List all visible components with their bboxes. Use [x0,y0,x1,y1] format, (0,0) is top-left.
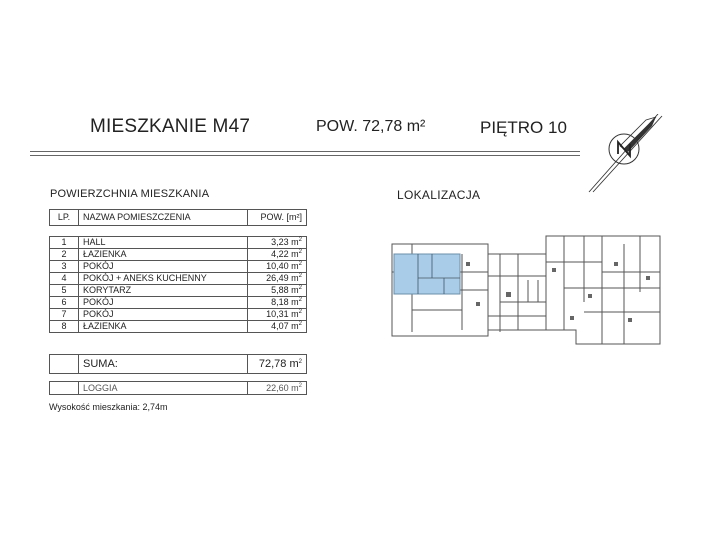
column-area: POW. [m²] [248,210,307,226]
room-name: POKÓJ [79,297,248,309]
room-name: POKÓJ [79,309,248,321]
room-row [50,273,307,285]
sum-label: SUMA: [79,355,248,374]
room-area: 5,88 [271,285,289,295]
room-area-cell [248,285,307,297]
apartment-location-highlight [394,254,460,294]
room-number: 5 [50,285,79,297]
rooms-heading: POWIERZCHNIA MIESZKANIA [50,188,210,200]
loggia-unit-exp: 2 [298,383,302,389]
loggia-label: LOGGIA [79,382,248,395]
room-unit-exp: 2 [298,285,302,291]
room-name: POKÓJ [79,261,248,273]
north-arrow-icon [584,114,664,194]
loggia-cell [248,382,307,395]
room-unit: m [291,321,299,331]
column-name: NAZWA POMIESZCZENIA [79,210,248,226]
room-row [50,309,307,321]
room-unit: m [291,297,299,307]
sum-spacer [50,355,79,374]
apartment-floor: PIĘTRO 10 [480,118,567,137]
room-area: 26,49 [266,273,289,283]
room-unit-exp: 2 [298,261,302,267]
room-unit: m [291,309,299,319]
room-number: 4 [50,273,79,285]
rooms-table-header [49,209,307,226]
room-area-cell [248,261,307,273]
room-number: 2 [50,249,79,261]
sum-unit: m [289,358,299,370]
room-unit: m [291,273,299,283]
loggia-area: 22,60 [266,383,289,393]
room-unit: m [291,285,299,295]
room-number: 8 [50,321,79,333]
room-unit-exp: 2 [298,237,302,243]
room-unit-exp: 2 [298,249,302,255]
room-name: KORYTARZ [79,285,248,297]
room-area-cell [248,297,307,309]
sum-table [49,354,307,374]
loggia-spacer [50,382,79,395]
location-heading: LOKALIZACJA [397,188,481,202]
room-row [50,249,307,261]
room-row [50,321,307,333]
room-name: ŁAZIENKA [79,249,248,261]
room-number: 3 [50,261,79,273]
room-name: POKÓJ + ANEKS KUCHENNY [79,273,248,285]
column-number: LP. [50,210,79,226]
room-area: 4,07 [271,321,289,331]
room-area-cell [248,237,307,249]
room-area-cell [248,249,307,261]
loggia-unit: m [291,383,299,393]
sum-cell [248,355,307,374]
apartment-title: MIESZKANIE M47 [90,116,251,137]
apartment-area: POW. 72,78 m² [316,118,426,135]
loggia-table [49,381,307,395]
header-rule-top [30,151,580,152]
room-unit: m [291,249,299,259]
room-unit-exp: 2 [298,321,302,327]
height-note: Wysokość mieszkania: 2,74m [49,402,168,412]
room-row [50,261,307,273]
room-unit-exp: 2 [298,309,302,315]
room-area: 10,40 [266,261,289,271]
rooms-table [49,236,307,333]
room-number: 7 [50,309,79,321]
room-area-cell [248,309,307,321]
room-unit: m [291,237,299,247]
room-name: HALL [79,237,248,249]
room-area-cell [248,321,307,333]
floor-plan-diagram [388,232,666,348]
room-number: 1 [50,237,79,249]
header-rule-bottom [30,155,580,156]
room-unit-exp: 2 [298,273,302,279]
room-area: 10,31 [266,309,289,319]
room-area: 4,22 [271,249,289,259]
room-name: ŁAZIENKA [79,321,248,333]
room-area: 8,18 [271,297,289,307]
room-unit-exp: 2 [298,297,302,303]
sum-unit-exp: 2 [298,359,302,365]
room-row [50,285,307,297]
room-row [50,237,307,249]
room-area: 3,23 [271,237,289,247]
room-unit: m [291,261,299,271]
room-area-cell [248,273,307,285]
room-row [50,297,307,309]
sum-area: 72,78 [258,358,287,370]
room-number: 6 [50,297,79,309]
